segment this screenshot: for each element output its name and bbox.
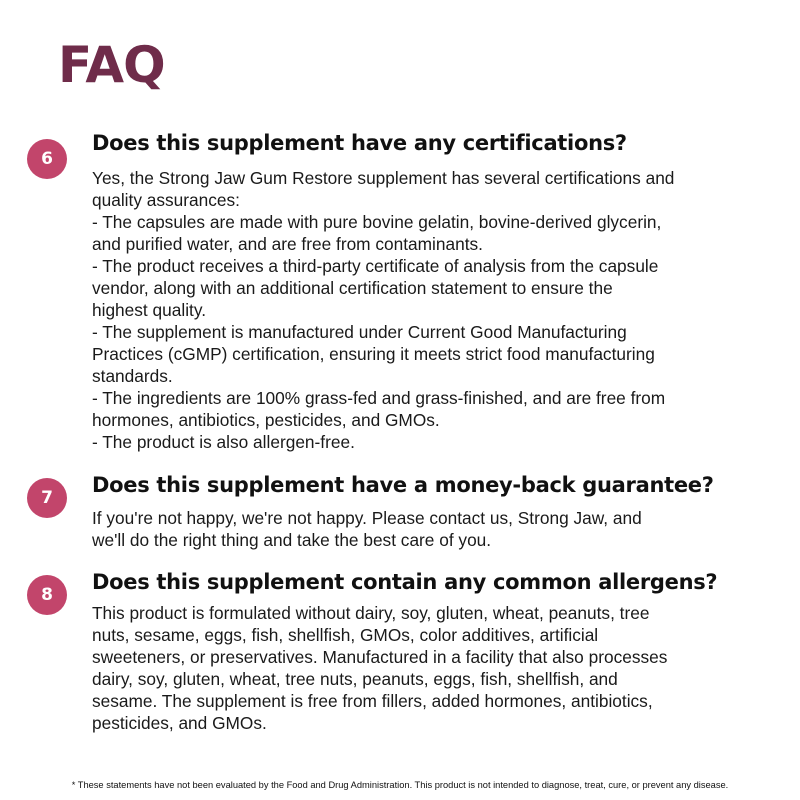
faq-number-badge: 7 [27, 478, 67, 518]
answer-line: - The product is also allergen-free. [92, 432, 355, 452]
answer-line: Yes, the Strong Jaw Gum Restore supplement has several certifications and [92, 168, 675, 188]
answer-line: highest quality. [92, 300, 206, 320]
fda-disclaimer: * These statements have not been evaluated by the Food and Drug Administration. This product is not intended to diagnose, treat, cure, or prevent any disease. [71, 780, 729, 790]
answer-line: - The capsules are made with pure bovine gelatin, bovine-derived glycerin, [92, 212, 662, 232]
faq-answer [92, 602, 782, 734]
answer-line: vendor, along with an additional certification statement to ensure the [92, 278, 613, 298]
answer-line: sweeteners, or preservatives. Manufactured in a facility that also processes [92, 647, 668, 667]
answer-line: hormones, antibiotics, pesticides, and GMOs. [92, 410, 440, 430]
answer-line: pesticides, and GMOs. [92, 713, 267, 733]
answer-line: and purified water, and are free from contaminants. [92, 234, 483, 254]
faq-number-badge: 6 [27, 139, 67, 179]
answer-line: we'll do the right thing and take the best care of you. [92, 530, 492, 550]
faq-answer [92, 167, 782, 453]
faq-question: Does this supplement contain any common allergens? [92, 570, 718, 594]
faq-question: Does this supplement have any certifications? [92, 131, 627, 155]
page-title: FAQ [58, 36, 165, 94]
answer-line: - The supplement is manufactured under Current Good Manufacturing [92, 322, 627, 342]
answer-line: standards. [92, 366, 173, 386]
faq-question: Does this supplement have a money-back guarantee? [92, 473, 714, 497]
answer-line: If you're not happy, we're not happy. Please contact us, Strong Jaw, and [92, 508, 642, 528]
faq-number-badge: 8 [27, 575, 67, 615]
answer-line: dairy, soy, gluten, wheat, tree nuts, peanuts, eggs, fish, shellfish, and [92, 669, 618, 689]
faq-answer [92, 507, 782, 551]
answer-line: This product is formulated without dairy, soy, gluten, wheat, peanuts, tree [92, 603, 650, 623]
answer-line: nuts, sesame, eggs, fish, shellfish, GMOs, color additives, artificial [92, 625, 599, 645]
answer-line: - The product receives a third-party certificate of analysis from the capsule [92, 256, 659, 276]
answer-line: sesame. The supplement is free from fillers, added hormones, antibiotics, [92, 691, 653, 711]
answer-line: quality assurances: [92, 190, 240, 210]
answer-line: Practices (cGMP) certification, ensuring it meets strict food manufacturing [92, 344, 655, 364]
answer-line: - The ingredients are 100% grass-fed and grass-finished, and are free from [92, 388, 666, 408]
